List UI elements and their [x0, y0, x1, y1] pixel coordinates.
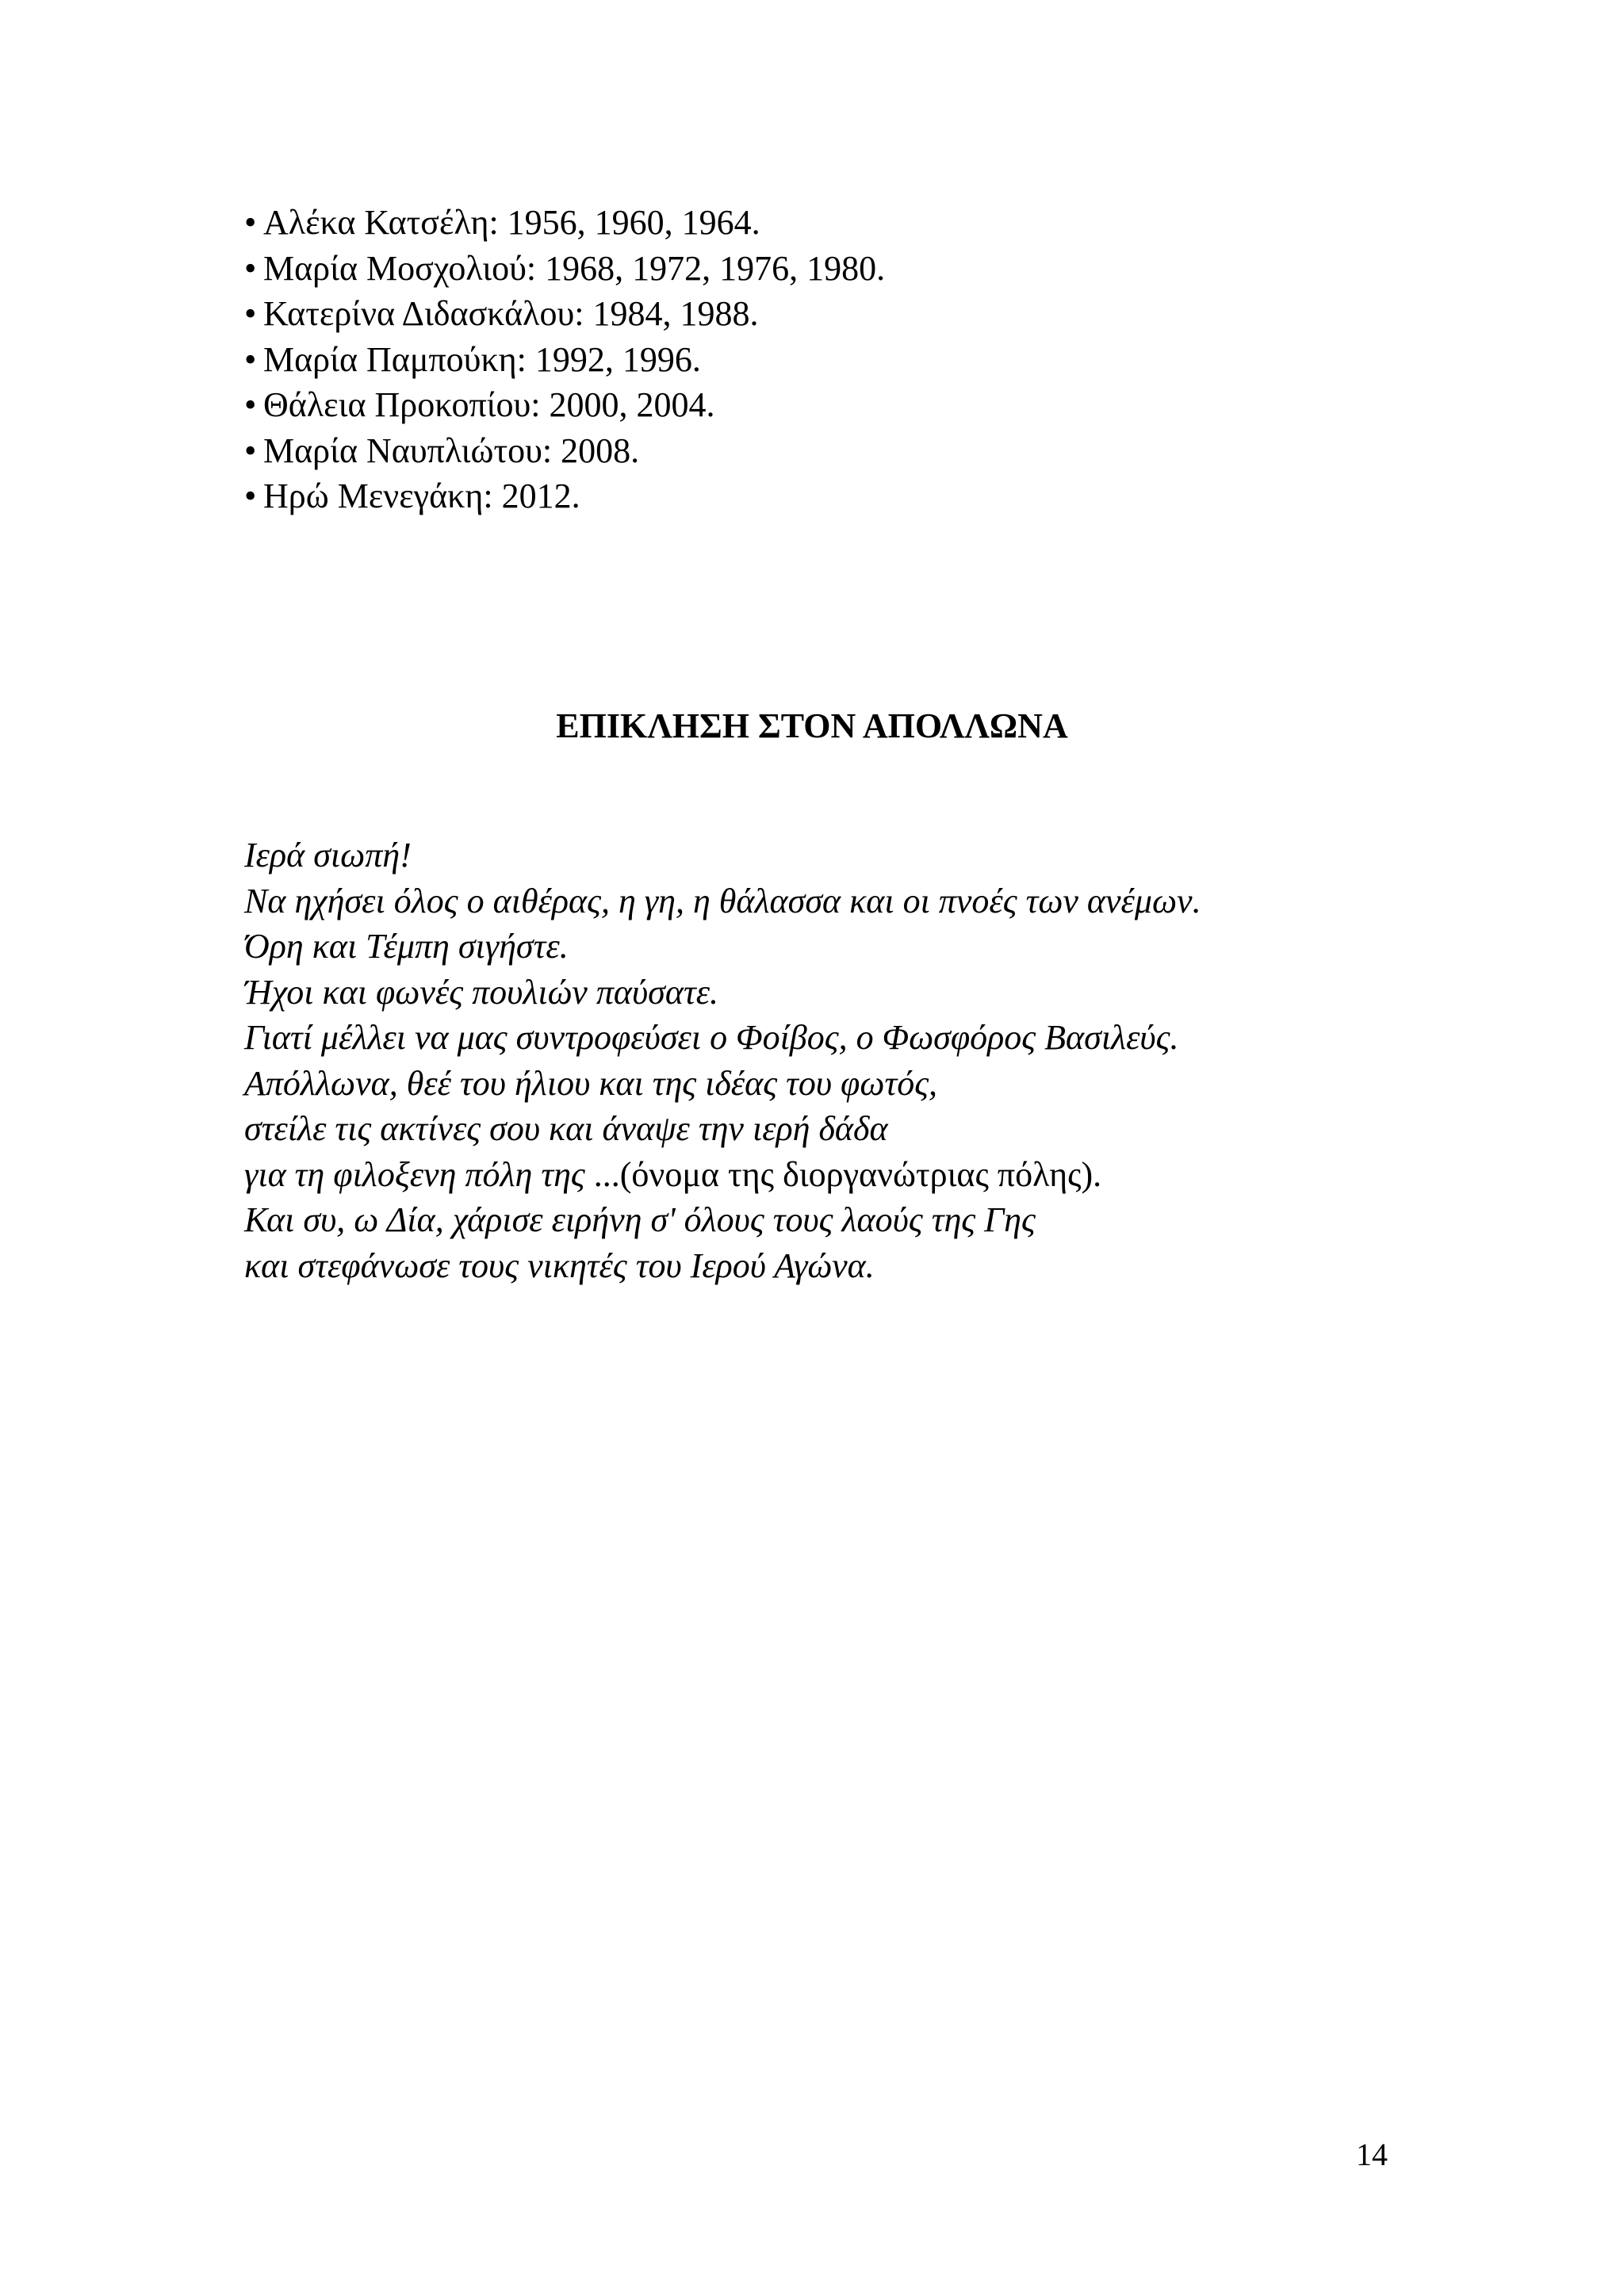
poem-line: Και συ, ω Δία, χάρισε ειρήνη σ' όλους τους λαούς της Γης — [244, 1200, 1036, 1239]
winners-list — [244, 200, 885, 519]
list-item-text: Αλέκα Κατσέλη: 1956, 1960, 1964. — [263, 203, 760, 242]
section-title: ΕΠΙΚΛΗΣΗ ΣΤΟΝ ΑΠΟΛΛΩΝΑ — [556, 706, 1068, 745]
poem-line-with-placeholder — [244, 1152, 1201, 1198]
poem-line: Όρη και Τέμπη σιγήστε. — [244, 927, 569, 966]
bullet-icon: • — [244, 294, 257, 333]
invocation-poem — [244, 832, 1201, 1288]
bullet-icon: • — [244, 430, 257, 470]
page-number: 14 — [1356, 2137, 1388, 2172]
list-item — [244, 428, 885, 474]
list-item-text: Μαρία Μοσχολιού: 1968, 1972, 1976, 1980. — [263, 248, 886, 288]
poem-line: Ήχοι και φωνές πουλιών παύσατε. — [244, 972, 719, 1012]
bullet-icon: • — [244, 476, 257, 515]
poem-line: Να ηχήσει όλος ο αιθέρας, η γη, η θάλασσα και οι πνοές των ανέμων. — [244, 881, 1201, 920]
list-item-text: Ηρώ Μενεγάκη: 2012. — [263, 476, 580, 515]
poem-line: στείλε τις ακτίνες σου και άναψε την ιερή δάδα — [244, 1109, 888, 1148]
bullet-icon: • — [244, 385, 257, 424]
list-item — [244, 382, 885, 428]
poem-line: και στεφάνωσε τους νικητές του Ιερού Αγώνα. — [244, 1246, 875, 1285]
list-item — [244, 246, 885, 292]
bullet-icon: • — [244, 248, 257, 288]
list-item-text: Μαρία Παμπούκη: 1992, 1996. — [263, 339, 701, 379]
poem-line: Απόλλωνα, θεέ του ήλιου και της ιδέας του φωτός, — [244, 1063, 938, 1103]
poem-line-italic-part: για τη φιλοξενη πόλη της — [244, 1154, 594, 1194]
list-item-text: Κατερίνα Διδασκάλου: 1984, 1988. — [263, 294, 759, 333]
list-item-text: Μαρία Ναυπλιώτου: 2008. — [263, 430, 640, 470]
list-item — [244, 337, 885, 383]
bullet-icon: • — [244, 339, 257, 379]
host-city-placeholder: ...(όνομα της διοργανώτριας πόλης). — [593, 1154, 1102, 1194]
list-item — [244, 291, 885, 337]
list-item — [244, 473, 885, 519]
poem-line: Γιατί μέλλει να μας συντροφεύσει ο Φοίβος, ο Φωσφόρος Βασιλεύς. — [244, 1018, 1179, 1057]
poem-line: Ιερά σιωπή! — [244, 836, 412, 874]
list-item — [244, 200, 885, 246]
list-item-text: Θάλεια Προκοπίου: 2000, 2004. — [263, 385, 715, 424]
bullet-icon: • — [244, 203, 257, 242]
